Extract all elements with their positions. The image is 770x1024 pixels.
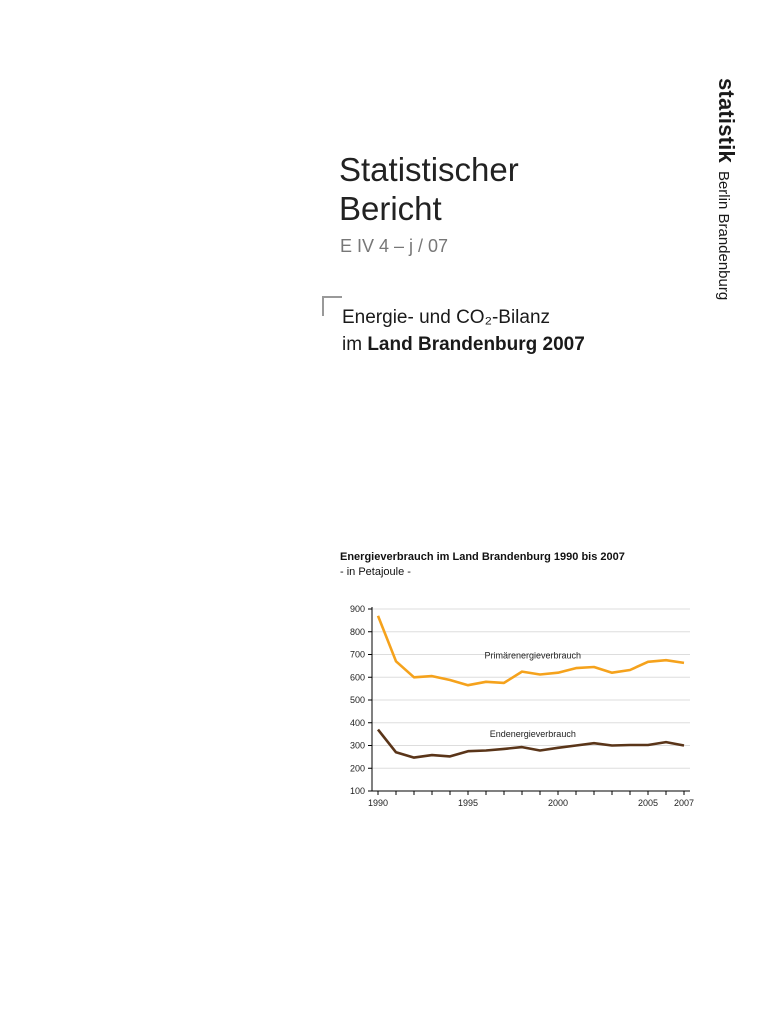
subtitle-line2-bold: Land Brandenburg 2007 — [367, 334, 585, 355]
ytick-label-300: 300 — [349, 740, 365, 751]
brand-region: Berlin Brandenburg — [715, 170, 732, 301]
ytick-label-900: 900 — [349, 604, 365, 614]
ytick-label-600: 600 — [349, 672, 365, 683]
xtick-label-2000: 2000 — [547, 798, 569, 808]
brand-name: statistik — [714, 78, 739, 163]
report-code: E IV 4 – j / 07 — [340, 236, 449, 256]
ytick-label-800: 800 — [349, 626, 365, 637]
xtick-label-1995: 1995 — [457, 798, 479, 808]
axes — [368, 607, 690, 795]
ytick-label-400: 400 — [349, 717, 365, 728]
xtick-label-2007: 2007 — [673, 798, 695, 808]
corner-mark — [322, 296, 342, 316]
subtitle-line2-prefix: im — [342, 334, 368, 355]
ytick-label-100: 100 — [349, 786, 365, 796]
subtitle-line1: Energie- und CO₂-Bilanz — [342, 307, 551, 328]
energy-chart — [330, 595, 710, 820]
chart-title: Energieverbrauch im Land Brandenburg 1990 bis 2007 — [340, 551, 625, 563]
chart-unit: - in Petajoule - — [340, 566, 411, 578]
series-label-0: Primärenergieverbrauch — [484, 650, 582, 661]
report-title-line1: Statistischer — [339, 151, 519, 188]
ytick-label-500: 500 — [349, 695, 365, 705]
brand-logo — [700, 78, 760, 318]
report-title-line2: Bericht — [339, 190, 442, 227]
xtick-label-1990: 1990 — [367, 798, 389, 808]
xtick-label-2005: 2005 — [637, 798, 659, 808]
ytick-label-700: 700 — [349, 649, 365, 660]
report-title — [339, 150, 519, 228]
report-subtitle — [342, 304, 585, 358]
subtitle-line2 — [342, 331, 585, 358]
labels — [350, 604, 694, 808]
ytick-label-200: 200 — [349, 763, 365, 774]
series-label-1: Endenergieverbrauch — [489, 728, 576, 739]
